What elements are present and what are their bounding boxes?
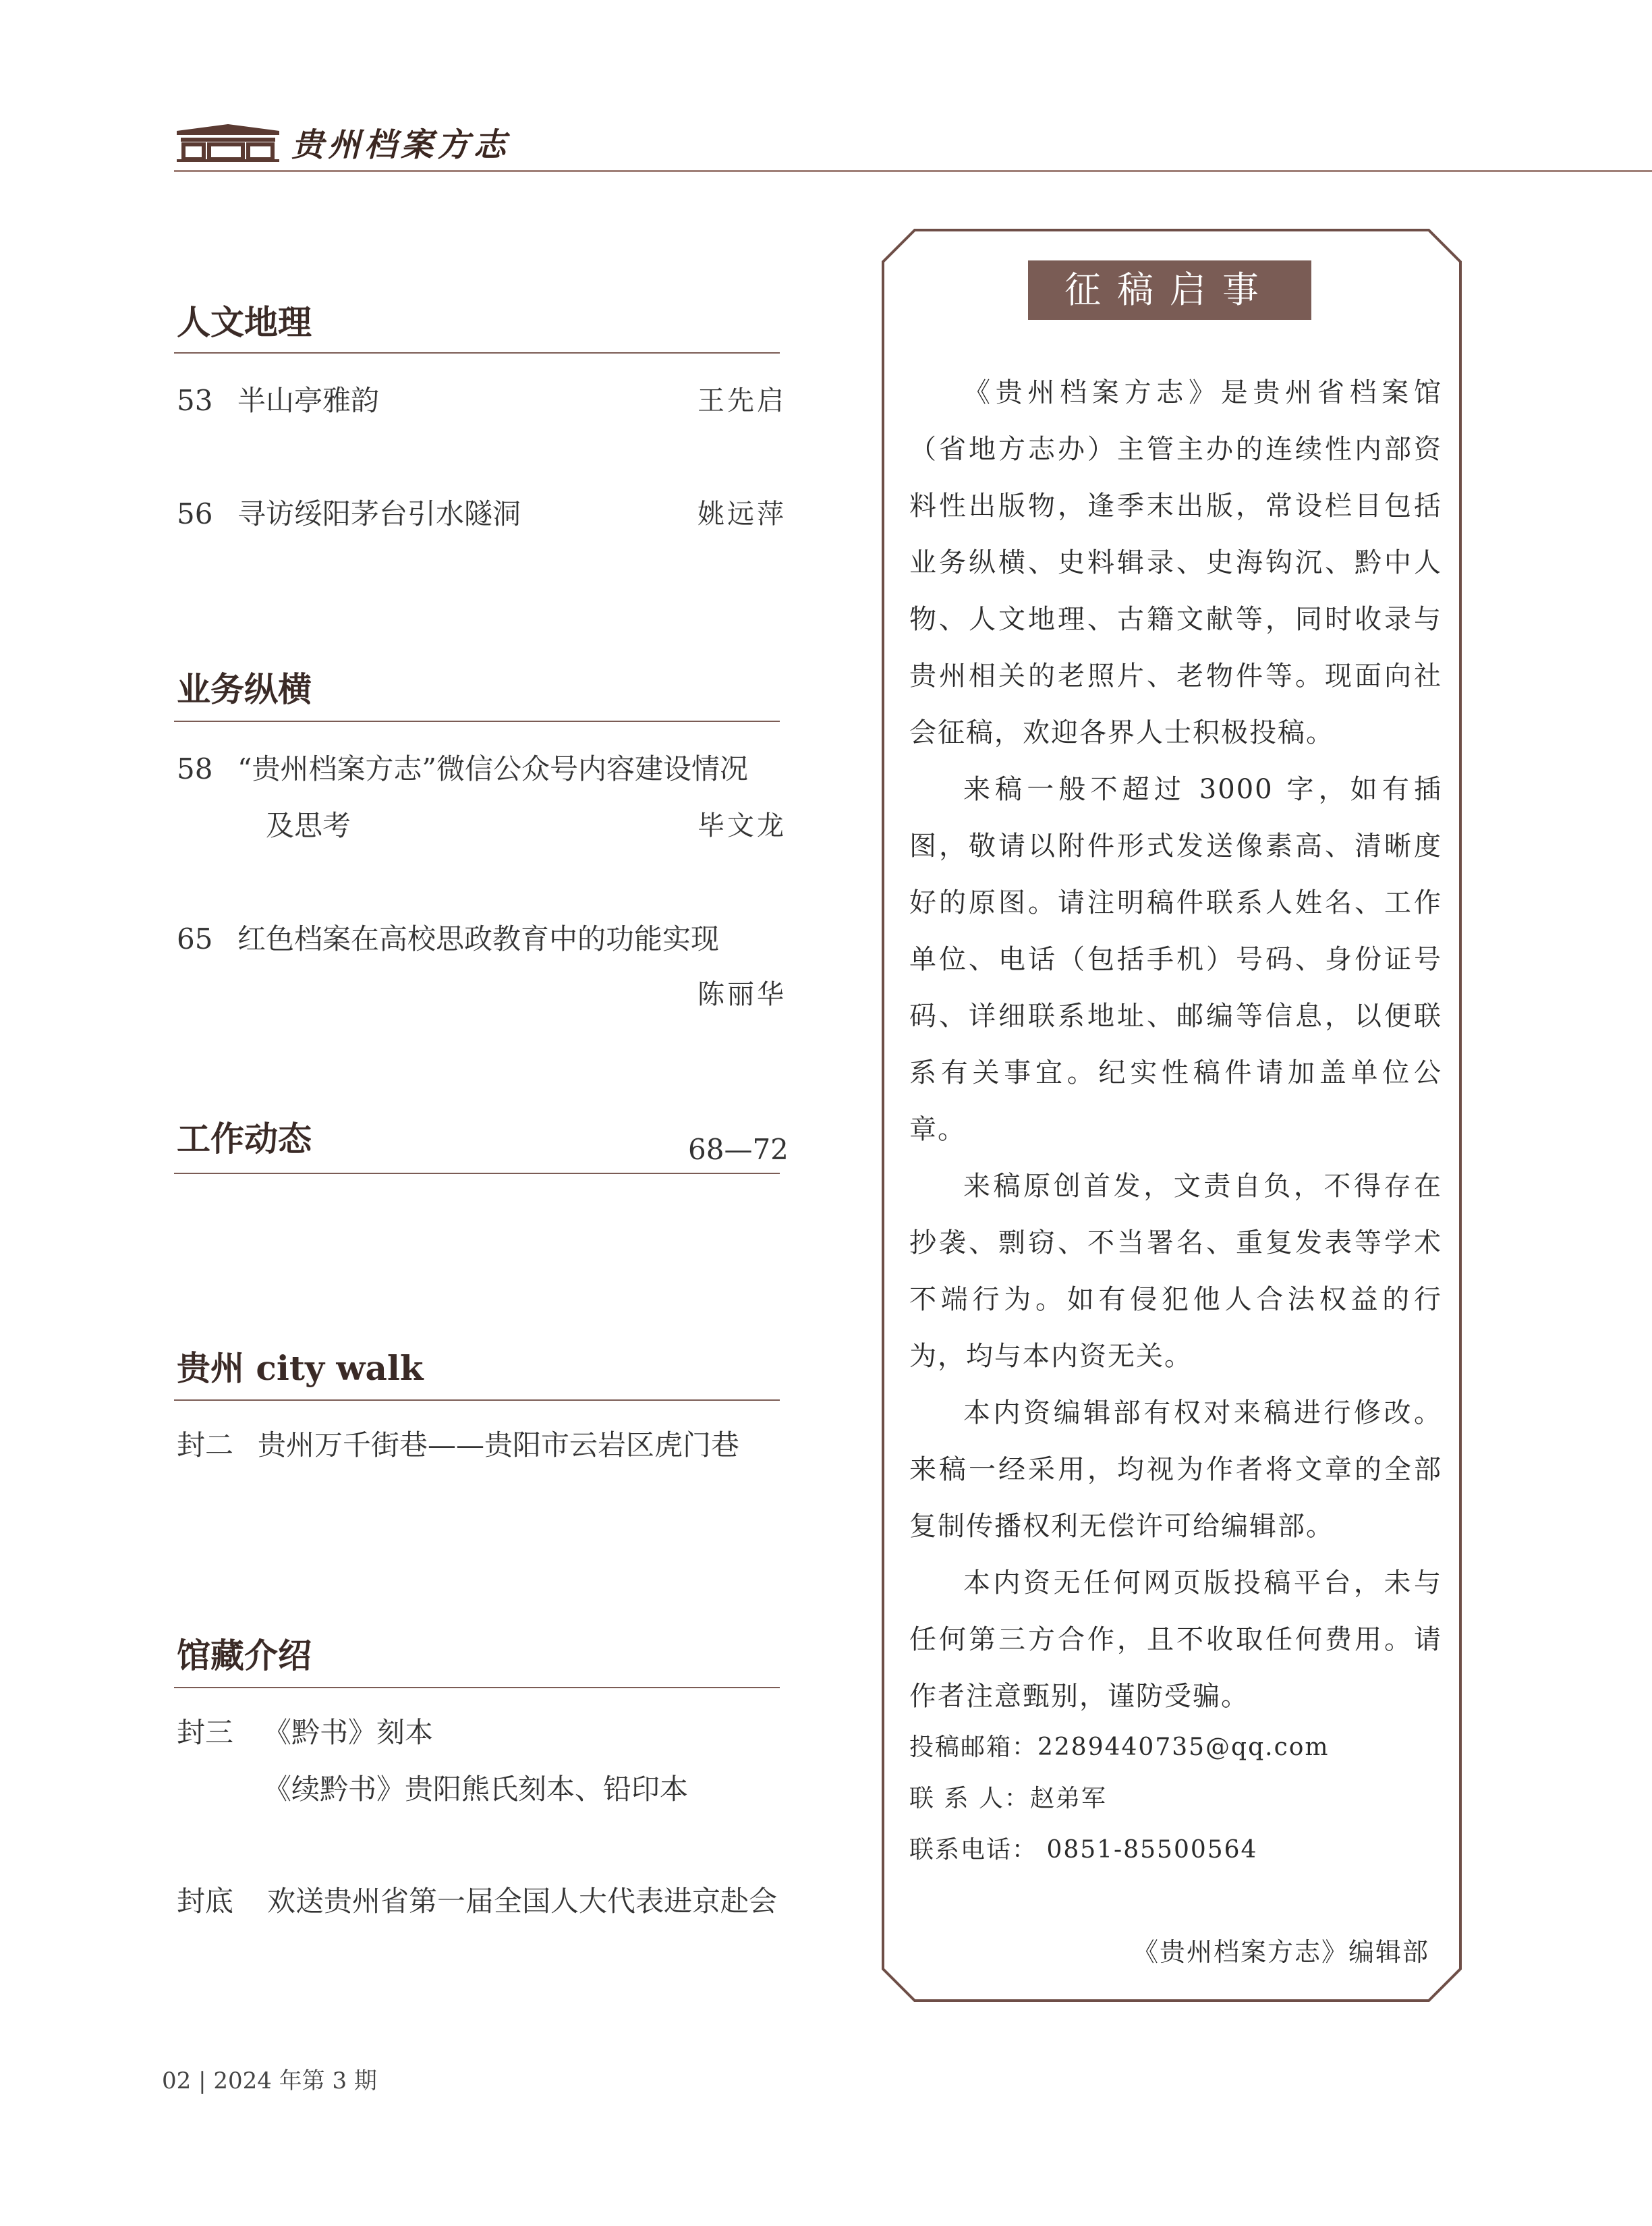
toc-entry-title: 半山亭雅韵 (237, 384, 380, 417)
notice-signature: 《贵州档案方志》编辑部 (1132, 1937, 1429, 1967)
notice-paragraph: 本内资无任何网页版投稿平台，未与任何第三方合作，且不收取任何费用。请作者注意甄别，谨防受骗。 (909, 1567, 1442, 1712)
toc-page-number: 53 (177, 384, 213, 417)
toc-entry[interactable] (177, 382, 379, 420)
toc-entry-author: 王先启 (697, 385, 787, 416)
section-title-renwen: 人文地理 (177, 302, 312, 342)
toc-entry[interactable] (177, 1883, 777, 1920)
toc-entry[interactable] (177, 920, 719, 958)
toc-entry[interactable] (177, 1426, 739, 1464)
page-footer: 02 | 2024 年第 3 期 (162, 2067, 377, 2094)
notice-contact: 联 系 人：赵弟军 (909, 1785, 1107, 1812)
toc-entry-title: “贵州档案方志”微信公众号内容建设情况 (237, 752, 748, 785)
notice-paragraph: 来稿一般不超过 3000 字，如有插图，敬请以附件形式发送像素高、清晰度好的原图。请注明稿件联系人姓名、工作单位、电话（包括手机）号码、身份证号码、详细联系地址、邮编等信息，以便联系有关事宜。纪实性稿件请加盖单位公章。 (909, 774, 1442, 1145)
section-rule (174, 721, 780, 722)
notice-body (909, 364, 1442, 1725)
section-rule (174, 1687, 780, 1688)
toc-entry-author: 毕文龙 (697, 810, 787, 841)
notice-title: 征稿启事 (1028, 260, 1311, 320)
section-rule (174, 1173, 780, 1174)
toc-entry-title: 欢送贵州省第一届全国人大代表进京赴会 (267, 1885, 778, 1918)
toc-entry[interactable] (177, 750, 748, 788)
notice-phone: 联系电话： 0851-85500564 (909, 1836, 1258, 1864)
toc-page-number: 56 (177, 497, 213, 530)
notice-paragraph: 本内资编辑部有权对来稿进行修改。来稿一经采用，均视为作者将文章的全部复制传播权利无偿许可给编辑部。 (909, 1397, 1442, 1542)
section-title-guancang: 馆藏介绍 (177, 1636, 312, 1675)
toc-entry-title-continued: 及思考 (266, 809, 351, 842)
journal-brand: 贵州档案方志 (291, 126, 511, 164)
toc-entry-title: 贵州万千街巷——贵阳市云岩区虎门巷 (258, 1428, 740, 1462)
toc-entry-author: 姚远萍 (697, 499, 787, 530)
section-title-gongzuo: 工作动态 (177, 1119, 312, 1159)
toc-entry[interactable] (177, 1714, 433, 1752)
notice-email: 投稿邮箱：2289440735@qq.com (909, 1733, 1330, 1761)
notice-paragraph: 来稿原创首发，文责自负，不得存在抄袭、剽窃、不当署名、重复发表等学术不端行为。如有侵犯他人合法权益的行为，均与本内资无关。 (909, 1171, 1442, 1372)
toc-page-number: 封底 (177, 1885, 234, 1918)
toc-section-pages: 68—72 (688, 1133, 789, 1166)
toc-page-number: 封二 (177, 1428, 234, 1462)
toc-entry-author: 陈丽华 (697, 979, 787, 1010)
journal-logo-icon (174, 121, 282, 162)
toc-entry-title-continued: 《续黔书》贵阳熊氏刻本、铅印本 (263, 1773, 689, 1806)
toc-entry[interactable] (177, 495, 521, 533)
section-title-citywalk: 贵州 city walk (177, 1348, 424, 1388)
toc-page-number: 65 (177, 922, 213, 955)
notice-paragraph: 《贵州档案方志》是贵州省档案馆（省地方志办）主管主办的连续性内部资料性出版物，逢季末出版，常设栏目包括业务纵横、史料辑录、史海钩沉、黔中人物、人文地理、古籍文献等，同时收录与贵州相关的老照片、老物件等。现面向社会征稿，欢迎各界人士积极投稿。 (909, 377, 1442, 748)
section-title-yewu: 业务纵横 (177, 669, 312, 709)
toc-entry-title: 寻访绥阳茅台引水隧洞 (237, 497, 521, 530)
section-rule (174, 352, 780, 354)
toc-page-number: 58 (177, 752, 213, 785)
toc-entry-title: 《黔书》刻本 (263, 1716, 434, 1749)
section-rule (174, 1399, 780, 1401)
toc-page-number: 封三 (177, 1716, 234, 1749)
header-rule (174, 170, 1652, 172)
toc-entry-title: 红色档案在高校思政教育中的功能实现 (237, 922, 720, 955)
